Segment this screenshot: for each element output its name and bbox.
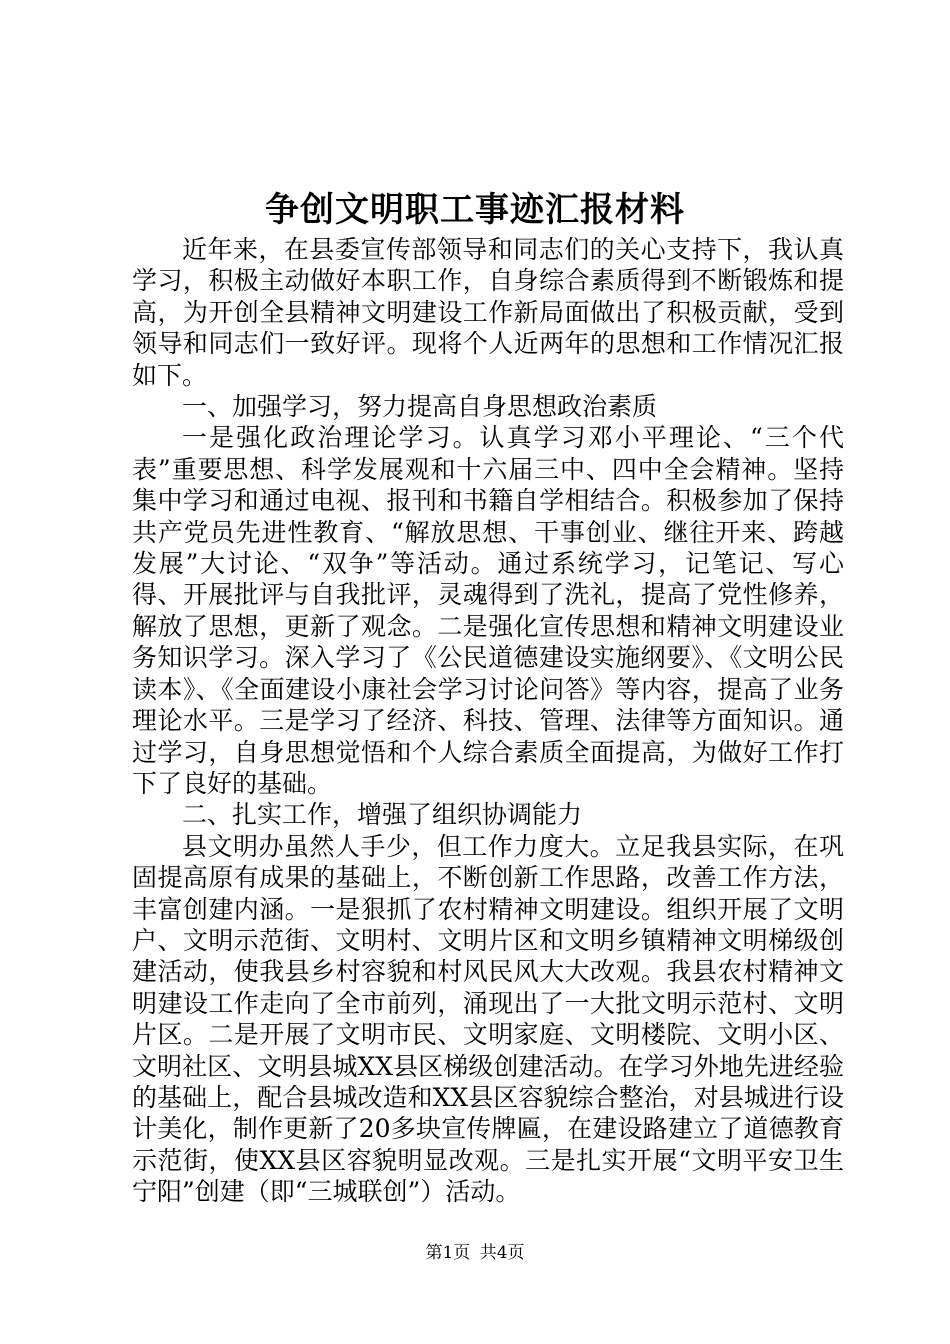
document-body	[132, 234, 844, 1208]
section-heading-1: 一、加强学习，努力提高自身思想政治素质	[182, 392, 658, 422]
section-1-paragraph: 一是强化政治理论学习。认真学习邓小平理论、“三个代表”重要思想、科学发展观和十六届三中、四中全会精神。坚持集中学习和通过电视、报刊和书籍自学相结合。积极参加了保持共产党员先进性教育、“解放思想、干事创业、继往开来、跨越发展”大讨论、“双争”等活动。通过系统学习，记笔记、写心得、开展批评与自我批评，灵魂得到了洗礼，提高了党性修养，解放了思想，更新了观念。二是强化宣传思想和精神文明建设业务知识学习。深入学习了《公民道德建设实施纲要》、《文明公民读本》、《全面建设小康社会学习讨论问答》等内容，提高了业务理论水平。三是学习了经济、科技、管理、法律等方面知识。通过学习，自身思想觉悟和个人综合素质全面提高，为做好工作打下了良好的基础。	[132, 423, 844, 798]
document-title: 争创文明职工事迹汇报材料	[265, 190, 685, 230]
intro-paragraph: 近年来，在县委宣传部领导和同志们的关心支持下，我认真学习，积极主动做好本职工作，自身综合素质得到不断锻炼和提高，为开创全县精神文明建设工作新局面做出了积极贡献，受到领导和同志们一致好评。现将个人近两年的思想和工作情况汇报如下。	[132, 235, 844, 390]
page-number-total: 共4页	[479, 1243, 525, 1263]
section-heading-2: 二、扎实工作，增强了组织协调能力	[182, 800, 583, 830]
page-footer	[0, 1242, 950, 1264]
page-number-current: 第1页	[425, 1243, 471, 1263]
section-2-paragraph: 县文明办虽然人手少，但工作力度大。立足我县实际，在巩固提高原有成果的基础上，不断创新工作思路，改善工作方法，丰富创建内涵。一是狠抓了农村精神文明建设。组织开展了文明户、文明示范街、文明村、文明片区和文明乡镇精神文明梯级创建活动，使我县乡村容貌和村风民风大大改观。我县农村精神文明建设工作走向了全市前列，涌现出了一大批文明示范村、文明片区。二是开展了文明市民、文明家庭、文明楼院、文明小区、文明社区、文明县城XX县区梯级创建活动。在学习外地先进经验的基础上，配合县城改造和XX县区容貌综合整治，对县城进行设计美化，制作更新了20多块宣传牌匾，在建设路建立了道德教育示范街，使XX县区容貌明显改观。三是扎实开展“文明平安卫生宁阳”创建（即“三城联创”）活动。	[132, 831, 844, 1207]
